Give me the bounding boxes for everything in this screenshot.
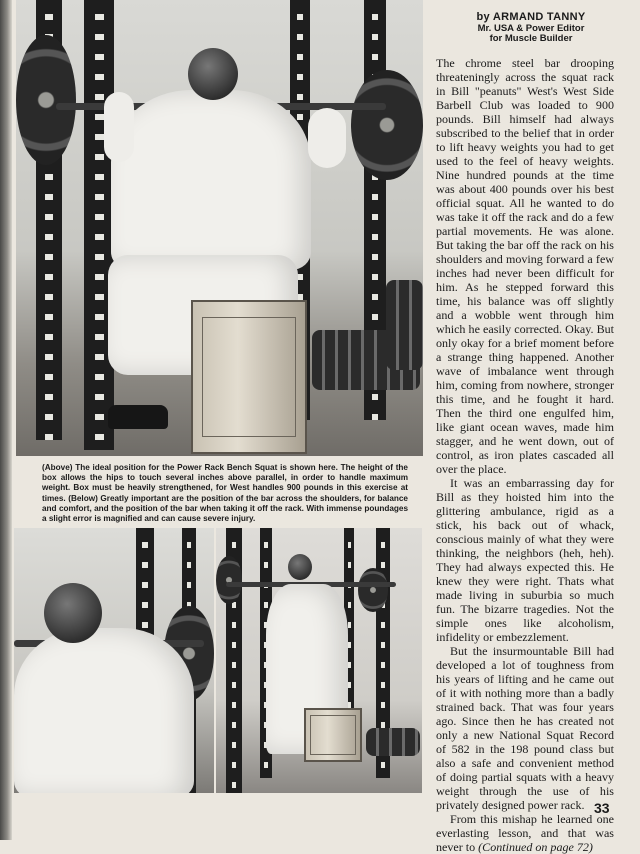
article-paragraph: The chrome steel bar drooping threateningly across the squat rack in Bill "peanuts" West's West Side Barbell Club was loaded to 900 pounds. Bill himself had always subscribed to the belief that in order to lift heavy weights you had to get used to the feel of heavy weights. Nine hundred pounds at the time was about 400 pounds over his best official squat. All he wanted to do was take it off the rack and do a few partial movements. He was alone. But taking the bar off the rack on his shoulders and moving forward a few inches had never been difficult for him. As he stepped forward this time, his balance was off slightly and a wobble went through him which he easily corrected. Okay. But only okay for a brief moment before a strange thing happened. Another wave of imbalance went through him, coming from nowhere, stronger this time, and he fought it hard. Then the third one engulfed him, like giant ocean waves, made him stagger, and he went down, out of control, as iron plates cascaded all over the place. [436, 56, 614, 476]
article-paragraph-text: From this mishap he learned one everlasting lesson, and that was never to [436, 812, 614, 854]
lifter-torso [14, 628, 194, 793]
photo-standing-in-rack [216, 528, 422, 793]
photo-bar-position-closeup [14, 528, 214, 793]
article-paragraph: It was an embarrassing day for Bill as they hoisted him into the glittering ambulance, rigid as a stick, his back out of whack, conscious mainly of what they were thinking, the neighbors (heh, heh). They had always expected this. He knew they were right. Thats what made living in suburbia so much fun. The bizarre tragedies. Not the simple ones like alcoholism, infidelity or embezzlement. [436, 476, 614, 644]
author-name: by ARMAND TANNY [476, 11, 586, 23]
binding-shadow [0, 0, 12, 840]
lifter-arm-left [104, 92, 134, 162]
rack-post-left-front [84, 0, 114, 450]
lifter-head [188, 48, 238, 100]
page-number: 33 [594, 800, 610, 816]
article-body [436, 56, 614, 854]
photo-caption: (Above) The ideal position for the Power Rack Bench Squat is shown here. The height of the box allows the hips to touch several inches above parallel, in order to handle maximum weight. Box must be heavily strengthened, for West handles 900 pounds in this exercise at times. (Below) Greatly important are the position of the bar across the shoulders, for balance and comfort, and the position of the bar when taking it off the rack. With immense poundages a slight error is magnified and can cause severe injury. [42, 463, 408, 524]
photo-power-rack-bench-squat [16, 0, 423, 456]
continued-link[interactable]: (Continued on page 72) [478, 840, 593, 854]
author-title: Mr. USA & Power Editor [477, 22, 585, 34]
wooden-box [191, 300, 307, 454]
wooden-box [304, 708, 362, 762]
lifter-head [44, 583, 102, 643]
floor-plates [366, 728, 420, 756]
lifter-torso [111, 90, 311, 270]
article-paragraph [436, 812, 614, 854]
byline [436, 12, 626, 43]
article-paragraph: But the insurmountable Bill had developed a lot of toughness from his years of lifting and he came out of it with nothing more than a badly strained back. That was four years ago. Since then he has created not only a new National Squat Record of 582 in the 198 pound class but also a safe and convenient method of doing partial squats with a heavy weight through the use of his privately designed power rack. [436, 644, 614, 812]
lifter-shoe [108, 405, 168, 429]
weight-plate [216, 556, 242, 604]
plate-tree [386, 280, 423, 370]
lifter-arm-right [308, 108, 346, 168]
weight-plate-right [351, 70, 423, 180]
weight-plate-left [16, 35, 76, 165]
weight-plate [358, 568, 388, 612]
lifter-head [288, 554, 312, 580]
author-publication: for Muscle Builder [489, 32, 573, 44]
